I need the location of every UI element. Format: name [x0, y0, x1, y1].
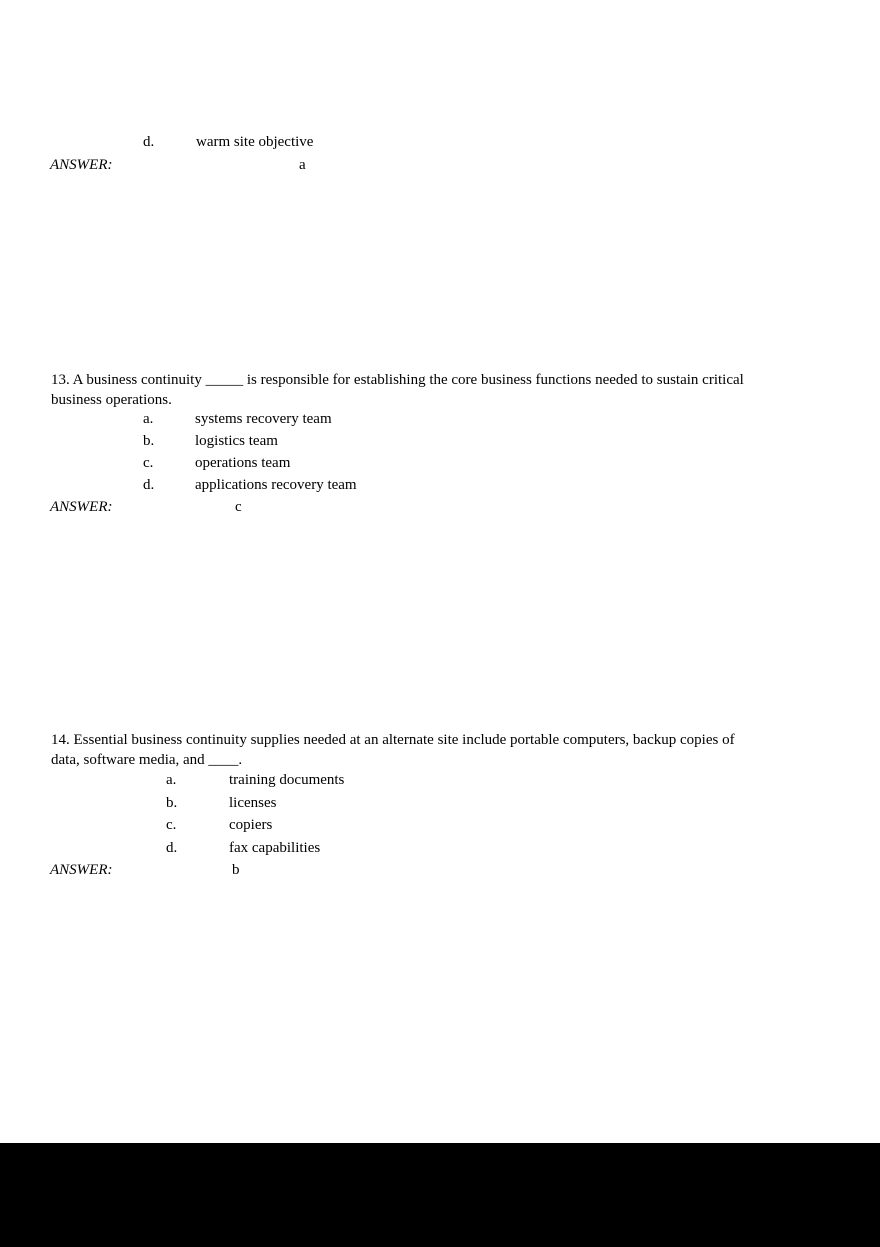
option-text: licenses: [229, 795, 277, 811]
option-letter: d.: [166, 840, 178, 856]
option-letter: b.: [143, 433, 155, 449]
question-13-line1: 13. A business continuity _____ is responsible for establishing the core business functions needed to sustain critical: [51, 372, 744, 388]
answer-value: c: [235, 499, 242, 515]
option-text: operations team: [195, 455, 291, 471]
option-letter: b.: [166, 795, 178, 811]
option-letter: d.: [143, 477, 155, 493]
question-14-text: [51, 731, 791, 770]
answer-label: ANSWER:: [50, 157, 113, 173]
answer-value: a: [299, 157, 306, 173]
option-text: copiers: [229, 817, 273, 833]
answer-label: ANSWER:: [50, 862, 113, 878]
question-14-option-d: [0, 839, 880, 858]
option-text: fax capabilities: [229, 840, 321, 856]
question-13-option-a: [0, 410, 880, 429]
option-text: logistics team: [195, 433, 278, 449]
question-13-option-c: [0, 454, 880, 473]
option-text: systems recovery team: [195, 411, 332, 427]
option-letter: a.: [143, 411, 154, 427]
bottom-black-bar: [0, 1143, 880, 1247]
question-13-option-d: [0, 476, 880, 495]
previous-question-answer: [0, 156, 880, 175]
question-14-option-c: [0, 816, 880, 835]
answer-label: ANSWER:: [50, 499, 113, 515]
option-text: training documents: [229, 772, 345, 788]
question-13-answer: [0, 498, 880, 517]
option-letter: d.: [143, 134, 155, 150]
question-14-line1: 14. Essential business continuity supplies needed at an alternate site include portable computers, backup copies of: [51, 732, 735, 748]
question-14-line2: data, software media, and ____.: [51, 751, 243, 768]
option-text: warm site objective: [196, 134, 314, 150]
option-letter: a.: [166, 772, 177, 788]
option-letter: c.: [166, 817, 177, 833]
question-14-answer: [0, 861, 880, 880]
previous-question-option-d: [0, 133, 880, 152]
question-14-option-b: [0, 794, 880, 813]
question-13-line2: business operations.: [51, 391, 172, 408]
question-14-option-a: [0, 771, 880, 790]
question-13-option-b: [0, 432, 880, 451]
question-13-text: [51, 371, 791, 410]
option-text: applications recovery team: [195, 477, 357, 493]
option-letter: c.: [143, 455, 154, 471]
answer-value: b: [232, 862, 240, 878]
